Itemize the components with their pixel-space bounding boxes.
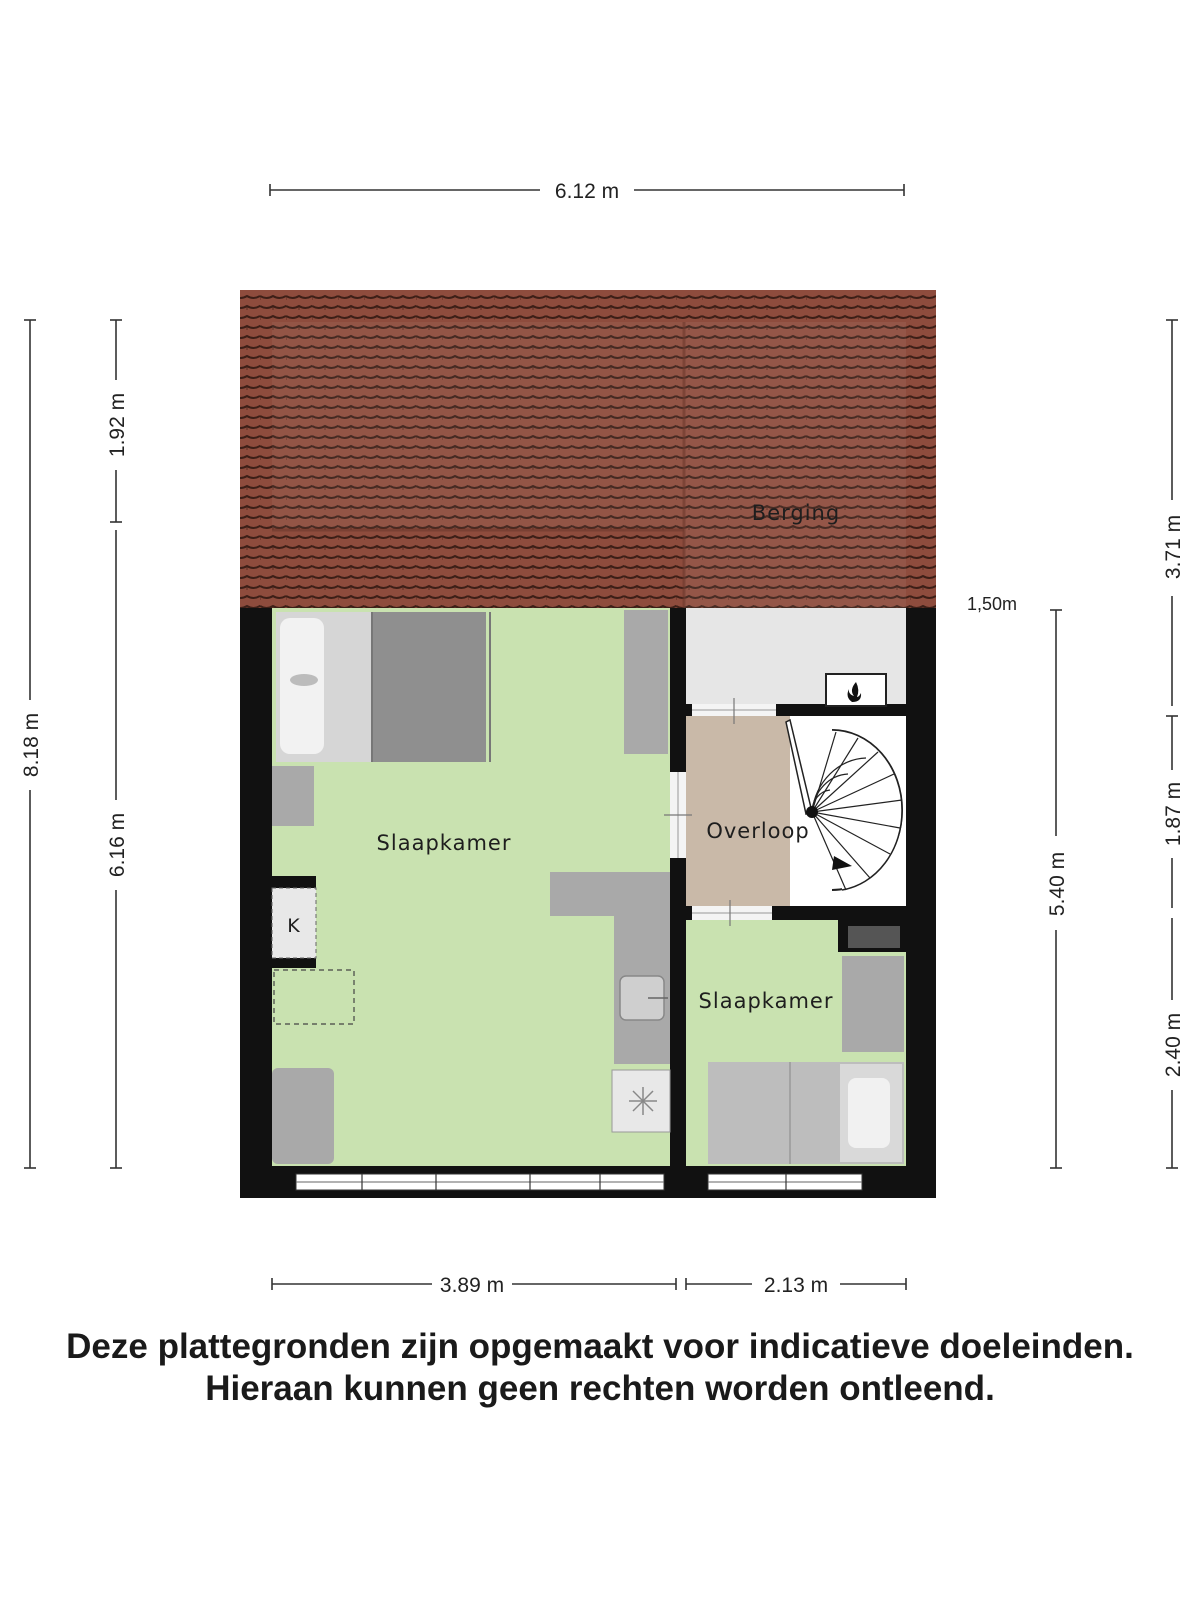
cupboard-k bbox=[272, 888, 316, 958]
dimension-label: 1.87 m bbox=[1162, 781, 1185, 847]
dimension-right-middle bbox=[1162, 716, 1185, 908]
dimension-left-total bbox=[20, 320, 43, 1168]
dimension-label: 6.16 m bbox=[106, 812, 129, 878]
dimension-label: 2.13 m bbox=[763, 1274, 829, 1297]
disclaimer bbox=[0, 1326, 1200, 1410]
room-label-berging: Berging bbox=[751, 501, 841, 525]
nightstand bbox=[272, 766, 314, 826]
dimension-label: 6.12 m bbox=[554, 180, 620, 203]
dimension-label: 2.40 m bbox=[1162, 1012, 1185, 1078]
dimension-label: 3.89 m bbox=[439, 1274, 505, 1297]
dimension-label: 3.71 m bbox=[1162, 514, 1185, 580]
cabinet bbox=[624, 610, 668, 754]
window-icon bbox=[296, 1174, 862, 1190]
dimension-right-lower bbox=[1162, 918, 1185, 1168]
disclaimer-line-2: Hieraan kunnen geen rechten worden ontleend. bbox=[205, 1369, 995, 1408]
room-label-overloop: Overloop bbox=[706, 819, 810, 843]
dimension-bottom-right bbox=[686, 1274, 906, 1297]
dimension-top-total bbox=[270, 180, 904, 203]
dimension-right-upper bbox=[1162, 320, 1185, 706]
roof-height-note: 1,50m bbox=[966, 594, 1018, 614]
sink-icon bbox=[620, 976, 668, 1020]
dimension-right-inner bbox=[1046, 610, 1069, 1168]
armchair bbox=[272, 1068, 334, 1164]
dimension-label: 1.92 m bbox=[106, 392, 129, 458]
room-label-slaapkamer-small: Slaapkamer bbox=[698, 989, 834, 1013]
disclaimer-line-1: Deze plattegronden zijn opgemaakt voor indicatieve doeleinden. bbox=[66, 1327, 1134, 1366]
bed-icon bbox=[276, 612, 490, 762]
dimension-left-lower bbox=[106, 530, 129, 1168]
bed-icon bbox=[708, 1062, 904, 1164]
dimension-left-upper bbox=[106, 320, 129, 522]
boiler-icon bbox=[826, 674, 886, 706]
dimension-label: 8.18 m bbox=[20, 712, 43, 778]
dimension-bottom-left bbox=[272, 1274, 676, 1297]
dimension-label: 5.40 m bbox=[1046, 851, 1069, 917]
wardrobe bbox=[842, 956, 904, 1052]
svg-text:K: K bbox=[287, 915, 301, 937]
washing-machine-icon bbox=[612, 1070, 670, 1132]
room-label-slaapkamer-main: Slaapkamer bbox=[376, 831, 512, 855]
